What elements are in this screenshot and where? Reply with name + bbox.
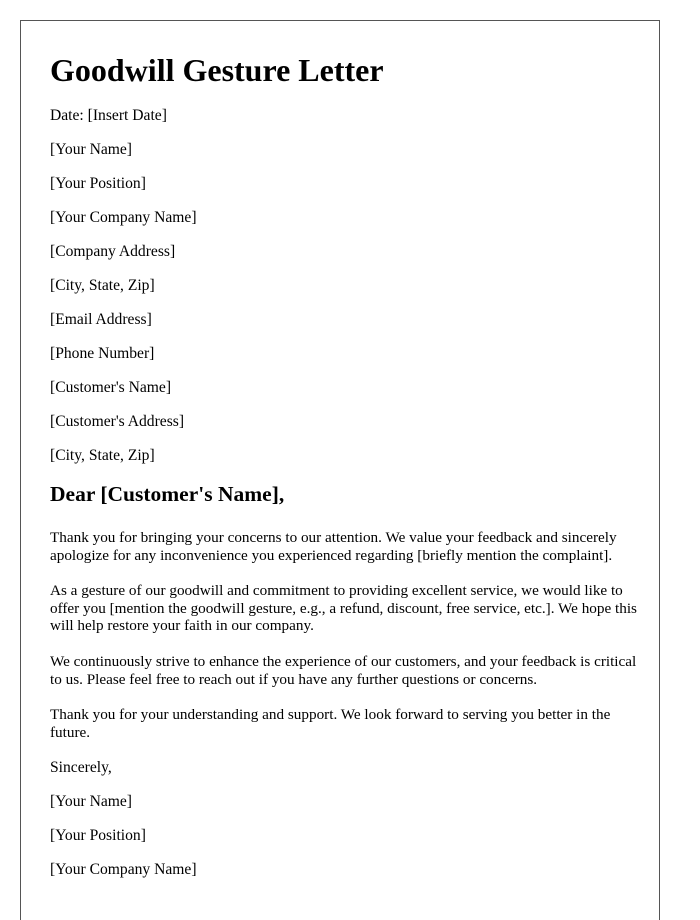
valediction: Sincerely, [50,759,112,777]
sender-phone: [Phone Number] [50,345,155,362]
closing-name: [Your Name] [50,793,133,811]
body-paragraph: As a gesture of our goodwill and commitment to providing excellent service, we would like to offer you [mention the goodwill gesture, e.g., a refund, discount, free service, etc.]. We hope this will help restore your faith in our company. [50,582,637,635]
closing-position: [Your Position] [50,827,146,845]
sender-city-state-zip: [City, State, Zip] [50,277,155,294]
sender-position: [Your Position] [50,175,146,192]
salutation: Dear [Customer's Name], [50,482,285,506]
letter-header [50,99,640,473]
closing-company: [Your Company Name] [50,861,197,879]
recipient-name: [Customer's Name] [50,379,172,396]
body-paragraph: Thank you for bringing your concerns to our attention. We value your feedback and sincerely apologize for any inconvenience you experienced regarding [briefly mention the complaint]. [50,529,617,564]
letter-closing [50,751,640,887]
letter-title: Goodwill Gesture Letter [50,52,384,88]
sender-email: [Email Address] [50,311,152,328]
body-paragraph: Thank you for your understanding and support. We look forward to serving you better in the future. [50,706,611,741]
body-paragraph: We continuously strive to enhance the experience of our customers, and your feedback is critical to us. Please feel free to reach out if you have any further questions or concerns. [50,652,637,688]
date-line: Date: [Insert Date] [50,107,167,124]
recipient-address: [Customer's Address] [50,413,185,430]
recipient-city-state-zip: [City, State, Zip] [50,447,155,464]
sender-address: [Company Address] [50,243,176,260]
sender-name: [Your Name] [50,141,133,158]
letter-content [50,21,640,887]
letter-page [20,20,660,920]
letter-body [50,529,640,741]
sender-company: [Your Company Name] [50,209,197,226]
